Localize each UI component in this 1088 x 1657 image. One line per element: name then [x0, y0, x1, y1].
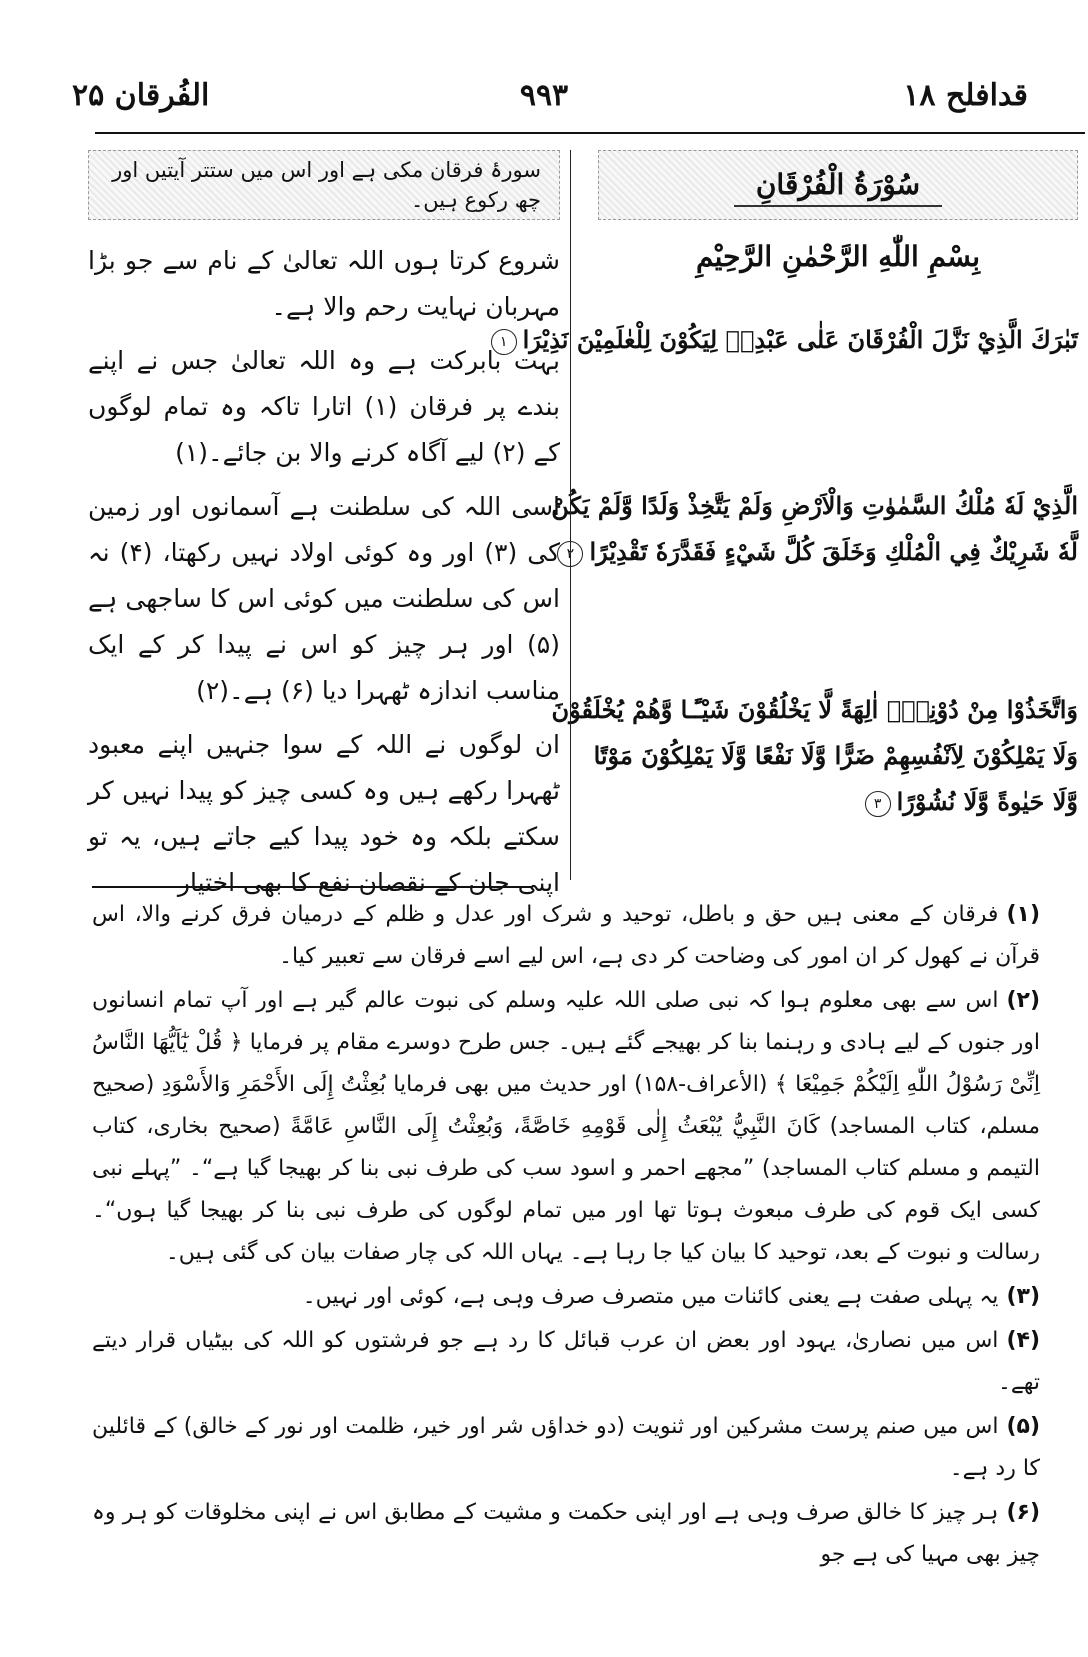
header-rule	[95, 132, 1085, 134]
urdu-translation-column	[88, 150, 560, 914]
ayah-number-2: ٢	[557, 541, 583, 567]
verse-1-text: تَبٰرَكَ الَّذِيْ نَزَّلَ الْفُرْقَانَ عَلٰى عَبْدِهٖ لِيَكُوْنَ لِلْعٰلَمِيْنَ نَذِيْرَا	[522, 325, 1078, 354]
basmala-translation: شروع کرتا ہوں اللہ تعالیٰ کے نام سے جو بڑا مہربان نہایت رحم والا ہے۔	[88, 246, 560, 321]
verse-1	[499, 317, 1078, 363]
footnote: (۵)اس میں صنم پرست مشرکین اور ثنویت (دو خداؤں شر اور خیر، ظلمت اور نور کے خالق) کے قائلین کا رد ہے۔	[92, 1414, 1040, 1481]
footnote-rule	[92, 886, 532, 888]
verse-3-line-2: وَلَا يَمْلِكُوْنَ لِاَنْفُسِهِمْ ضَرًّا وَّلَا نَفْعًا وَّلَا يَمْلِكُوْنَ مَوْتًا	[593, 741, 1078, 770]
running-head-left: الفُرقان ۲۵	[72, 78, 210, 113]
footnote: (۶)ہر چیز کا خالق صرف وہی ہے اور اپنی حکمت و مشیت کے مطابق اس نے اپنی مخلوقات کو ہر وہ چیز بھی مہیا کی ہے جو	[92, 1500, 1040, 1567]
footnote: (۲)اس سے بھی معلوم ہوا کہ نبی صلی اللہ علیہ وسلم کی نبوت عالم گیر ہے اور آپ تمام انسانوں اور جنوں کے لیے ہادی و رہنما بنا کر بھیجے گئے ہیں۔ جس طرح دوسرے مقام پر فرمایا ﴿ قُلْ يٰٓاَيُّهَا النَّاسُ اِنِّىْ رَسُوْلُ اللّٰهِ اِلَيْكُمْ جَمِيْعَا ﴾ (الأعراف-۱۵۸) اور حدیث میں بھی فرمایا بُعِثْتُ إِلَى الأَحْمَرِ وَالأَسْوَدِ (صحیح مسلم، کتاب المساجد) كَانَ النَّبِيُّ يُبْعَثُ إِلٰى قَوْمِهِ خَاصَّةً، وَبُعِثْتُ إِلَى النَّاسِ عَامَّةً (صحیح بخاری، کتاب التیمم و مسلم کتاب المساجد) ”مجھے احمر و اسود سب کی طرف نبی بنا کر بھیجا گیا ہے“۔ ”پہلے نبی کسی ایک قوم کی طرف مبعوث ہوتا تھا اور میں تمام لوگوں کی طرف نبی بنا کر بھیجا گیا ہوں“۔ رسالت و نبوت کے بعد، توحید کا بیان کیا جا رہا ہے۔ یہاں اللہ کی چار صفات بیان کی گئی ہیں۔	[92, 988, 1041, 1265]
page-number: ۹۹۳	[519, 78, 569, 113]
arabic-text-column	[499, 150, 1078, 825]
verse-2-line-2	[566, 529, 1078, 575]
footnotes	[92, 894, 1040, 1578]
footnote: (۳)یہ پہلی صفت ہے یعنی کائنات میں متصرف صرف وہی ہے، کوئی اور نہیں۔	[302, 1284, 1040, 1309]
footnote: (۴)اس میں نصاریٰ، یہود اور بعض ان عرب قبائل کا رد ہے جو فرشتوں کو اللہ کی بیٹیاں قرار دیتے تھے۔	[92, 1328, 1040, 1395]
sura-intro: سورۂ فرقان مکی ہے اور اس میں ستتر آیتیں اور چھ رکوع ہیں۔	[112, 158, 541, 212]
verse-2-line-1: الَّذِيْ لَهٗ مُلْكُ السَّمٰوٰتِ وَالْاَرْضِ وَلَمْ يَتَّخِذْ وَلَدًا وَّلَمْ يَكُنْ	[551, 491, 1078, 520]
verse-3-line-3-text: وَّلَا حَيٰوةً وَّلَا نُشُوْرًا	[896, 787, 1078, 816]
footnote: (۱)فرقان کے معنی ہیں حق و باطل، توحید و شرک اور عدل و ظلم کے درمیان فرق کرنے والا، اس قرآن نے کھول کر ان امور کی وضاحت کر دی ہے، اس لیے اسے فرقان سے تعبیر کیا۔	[92, 902, 1040, 969]
basmala: بِسْمِ اللّٰهِ الرَّحْمٰنِ الرَّحِيْمِ	[696, 240, 980, 273]
ayah-number-1: ١	[491, 329, 517, 355]
ayah-number-3: ٣	[865, 791, 891, 817]
verse-3-line-3	[598, 779, 1078, 825]
verse-2-line-2-text: لَّهٗ شَرِيْكٌ فِي الْمُلْكِ وَخَلَقَ كُلَّ شَيْءٍ فَقَدَّرَهٗ تَقْدِيْرًا	[589, 537, 1078, 566]
sura-title-box	[598, 150, 1078, 220]
verse-3-translation: ان لوگوں نے اللہ کے سوا جنہیں اپنے معبود ٹھہرا رکھے ہیں وہ کسی چیز کو پیدا نہیں کر سکتے بلکہ وہ خود پیدا کیے جاتے ہیں، یہ تو اپنی جان کے نقصان نفع کا بھی اختیار	[88, 730, 560, 897]
verse-1-translation: بہت بابرکت ہے وہ اللہ تعالیٰ جس نے اپنے بندے پر فرقان (۱) اتارا تاکہ وہ تمام لوگوں کے (۲) لیے آگاہ کرنے والا بن جائے۔(۱)	[88, 346, 560, 467]
verse-3-line-1: وَاتَّخَذُوْا مِنْ دُوْنِهٖٓ اٰلِهَةً لَّا يَخْلُقُوْنَ شَيْـًٔـا وَّهُمْ يُخْلَقُوْنَ	[551, 695, 1078, 724]
running-head-right: قدافلح ۱۸	[903, 78, 1028, 113]
sura-title: سُوْرَةُ الْفُرْقَانِ	[734, 164, 942, 207]
verse-2-translation: اسی اللہ کی سلطنت ہے آسمانوں اور زمین کی (۳) اور وہ کوئی اولاد نہیں رکھتا، (۴) نہ اس کی سلطنت میں کوئی اس کا ساجھی ہے (۵) اور ہر چیز کو اس نے پیدا کر کے ایک مناسب اندازہ ٹھہرا دیا (۶) ہے۔(۲)	[88, 492, 560, 705]
sura-intro-box	[88, 150, 560, 220]
column-divider	[570, 150, 571, 880]
